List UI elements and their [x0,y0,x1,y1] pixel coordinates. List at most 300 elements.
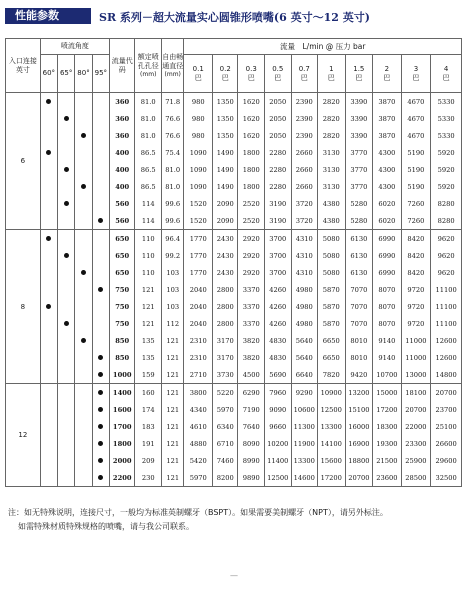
flow-cell: 1770 [184,230,213,248]
flow-cell: 980 [184,93,213,111]
flow-cell: 11900 [291,435,318,452]
table-row [6,452,462,469]
flow-cell: 5870 [318,315,346,332]
angle-cell [40,435,57,452]
flow-code-cell: 2000 [109,452,135,469]
flow-cell: 9890 [238,469,265,487]
flow-cell: 3820 [238,332,265,349]
passage-cell: 121 [162,452,184,469]
angle-cell [40,264,57,281]
pressure-unit: 巴 [383,73,391,82]
pressure-header [184,55,213,93]
flow-cell: 2040 [184,315,213,332]
orifice-cell: 230 [135,469,162,487]
flow-cell: 4380 [318,195,346,212]
table-row [6,264,462,281]
flow-cell: 3130 [318,161,346,178]
angle-cell [58,195,75,212]
inlet-size-cell: 6 [6,93,41,230]
angle-cell [40,298,57,315]
orifice-cell: 121 [135,281,162,298]
flow-cell: 4260 [265,315,292,332]
flow-cell: 3370 [238,315,265,332]
pressure-header [212,55,238,93]
flow-cell: 6990 [373,264,402,281]
angle-cell [75,469,92,487]
flow-cell: 980 [184,127,213,144]
flow-cell: 1350 [212,127,238,144]
angle-cell [40,144,57,161]
pressure-unit: 巴 [412,73,420,82]
flow-cell: 6340 [212,418,238,435]
flow-cell: 7640 [238,418,265,435]
flow-cell: 3870 [373,93,402,111]
flow-cell: 3130 [318,144,346,161]
flow-code-cell: 400 [109,161,135,178]
flow-cell: 5690 [265,366,292,384]
flow-cell: 26600 [431,435,462,452]
orifice-cell: 114 [135,195,162,212]
angle-marker-icon [98,372,103,377]
flow-cell: 9140 [373,332,402,349]
flow-cell: 5640 [291,332,318,349]
flow-cell: 11000 [401,332,431,349]
angle-cell [58,298,75,315]
table-row [6,161,462,178]
flow-cell: 2920 [238,247,265,264]
angle-marker-icon [81,338,86,343]
angle-marker-icon [98,475,103,480]
flow-cell: 7460 [212,452,238,469]
flow-code-cell: 360 [109,127,135,144]
flow-cell: 3870 [373,127,402,144]
pressure-header [318,55,346,93]
angle-cell [92,110,109,127]
flow-cell: 4310 [291,264,318,281]
angle-cell [75,281,92,298]
table-row [6,366,462,384]
flow-code-cell: 850 [109,332,135,349]
flow-cell: 21500 [373,452,402,469]
flow-cell: 25900 [401,452,431,469]
angle-cell [75,298,92,315]
flow-cell: 3800 [184,384,213,402]
flow-cell: 10600 [291,401,318,418]
angle-cell [75,384,92,402]
angle-cell [40,401,57,418]
angle-marker-icon [98,355,103,360]
flow-cell: 6020 [373,195,402,212]
angle-marker-icon [46,99,51,104]
flow-cell: 3390 [345,93,373,111]
pressure-header [345,55,373,93]
orifice-cell: 135 [135,332,162,349]
orifice-cell: 160 [135,384,162,402]
orifice-label: 额定喷孔孔径 [137,52,159,70]
angle-cell [58,384,75,402]
flow-cell: 3700 [265,247,292,264]
flow-cell: 19300 [373,435,402,452]
flow-cell: 9620 [431,247,462,264]
flow-cell: 2390 [291,127,318,144]
flow-cell: 3700 [265,230,292,248]
flow-code-cell: 1700 [109,418,135,435]
pressure-header [373,55,402,93]
flow-cell: 8420 [401,264,431,281]
flow-cell: 11100 [431,315,462,332]
table-row [6,384,462,402]
orifice-cell: 191 [135,435,162,452]
table-row [6,247,462,264]
flow-cell: 8090 [238,435,265,452]
flow-cell: 10700 [373,366,402,384]
angle-cell [40,110,57,127]
angle-cell [92,366,109,384]
flow-cell: 980 [184,110,213,127]
pressure-value: 0.1 [192,64,204,73]
orifice-unit: (mm) [140,70,157,78]
footnote-line-1: 注：如无特殊说明，连接尺寸，一般均为标准英制螺牙（BSPT）。如果需要美制螺牙（NPT），请另外标注。 [8,508,388,517]
flow-cell: 20700 [431,384,462,402]
table-row [6,127,462,144]
angle-cell [40,230,57,248]
flow-cell: 13300 [291,452,318,469]
angle-cell [75,349,92,366]
passage-cell: 99.2 [162,247,184,264]
flow-cell: 3390 [345,110,373,127]
flow-code-cell: 560 [109,212,135,230]
flow-cell: 3190 [265,195,292,212]
flow-cell: 3730 [212,366,238,384]
flow-cell: 25100 [431,418,462,435]
flow-cell: 1490 [212,144,238,161]
flow-cell: 4500 [238,366,265,384]
table-row [6,144,462,161]
flow-cell: 2800 [212,298,238,315]
table-row [6,298,462,315]
flow-cell: 5220 [212,384,238,402]
angle-cell [92,93,109,111]
orifice-cell: 81.0 [135,127,162,144]
flow-cell: 8070 [373,315,402,332]
flow-cell: 7820 [318,366,346,384]
header-flow-code: 流量代码 [109,39,135,93]
flow-cell: 6710 [212,435,238,452]
flow-cell: 15000 [373,384,402,402]
flow-cell: 4260 [265,298,292,315]
angle-cell [58,247,75,264]
passage-cell: 99.6 [162,195,184,212]
flow-cell: 4610 [184,418,213,435]
passage-unit: (mm) [164,70,181,78]
angle-cell [58,349,75,366]
pressure-header [265,55,292,93]
flow-cell: 29600 [431,452,462,469]
flow-cell: 1620 [238,93,265,111]
flow-cell: 5080 [318,230,346,248]
flow-cell: 1770 [184,247,213,264]
angle-cell [58,230,75,248]
angle-cell [92,161,109,178]
flow-cell: 2040 [184,298,213,315]
flow-cell: 3370 [238,281,265,298]
flow-cell: 6640 [291,366,318,384]
flow-cell: 2090 [212,212,238,230]
flow-cell: 5330 [431,110,462,127]
angle-cell [75,93,92,111]
passage-cell: 71.8 [162,93,184,111]
angle-cell [75,435,92,452]
angle-cell [92,178,109,195]
orifice-cell: 183 [135,418,162,435]
flow-code-cell: 2200 [109,469,135,487]
angle-cell [92,127,109,144]
passage-cell: 121 [162,418,184,435]
flow-cell: 5280 [345,195,373,212]
flow-cell: 5190 [401,144,431,161]
flow-code-cell: 650 [109,230,135,248]
flow-cell: 9620 [431,230,462,248]
angle-marker-icon [64,321,69,326]
angle-cell [58,401,75,418]
pressure-value: 1 [329,64,334,73]
table-row [6,212,462,230]
flow-cell: 32500 [431,469,462,487]
flow-cell: 2820 [318,93,346,111]
flow-code-cell: 400 [109,144,135,161]
angle-cell [40,93,57,111]
flow-cell: 4670 [401,110,431,127]
flow-cell: 16900 [345,435,373,452]
flow-cell: 1090 [184,144,213,161]
flow-cell: 5870 [318,281,346,298]
flow-cell: 9290 [291,384,318,402]
flow-cell: 4380 [318,212,346,230]
angle-marker-icon [64,167,69,172]
header-free-passage [162,39,184,93]
pressure-unit: 巴 [442,73,450,82]
flow-cell: 8070 [373,298,402,315]
angle-cell [75,247,92,264]
angle-cell [92,418,109,435]
passage-cell: 121 [162,366,184,384]
flow-cell: 1490 [212,161,238,178]
flow-cell: 10900 [318,384,346,402]
flow-cell: 3770 [345,144,373,161]
flow-cell: 2050 [265,127,292,144]
pressure-value: 4 [443,64,449,73]
inlet-size-cell: 8 [6,230,41,384]
flow-cell: 20700 [401,401,431,418]
header-orifice-diameter [135,39,162,93]
flow-cell: 8990 [238,452,265,469]
flow-cell: 6290 [238,384,265,402]
flow-cell: 11300 [291,418,318,435]
flow-cell: 9620 [431,264,462,281]
section-tab: 性能参数 [5,8,91,24]
flow-cell: 9660 [265,418,292,435]
pressure-value: 2 [384,64,390,73]
flow-cell: 3720 [291,212,318,230]
flow-cell: 12500 [265,469,292,487]
table-row [6,315,462,332]
angle-cell [58,469,75,487]
angle-marker-icon [46,236,51,241]
flow-cell: 2090 [212,195,238,212]
flow-code-cell: 560 [109,195,135,212]
pressure-value: 1.5 [353,64,365,73]
angle-cell [92,247,109,264]
angle-cell [92,315,109,332]
angle-cell [92,195,109,212]
angle-marker-icon [98,441,103,446]
flow-cell: 2050 [265,93,292,111]
flow-cell: 5920 [431,161,462,178]
angle-marker-icon [46,150,51,155]
angle-header: 60° [40,55,57,93]
angle-cell [58,127,75,144]
flow-cell: 3390 [345,127,373,144]
angle-cell [92,298,109,315]
flow-cell: 6990 [373,230,402,248]
angle-cell [40,384,57,402]
angle-marker-icon [98,218,103,223]
flow-cell: 4880 [184,435,213,452]
table-row [6,469,462,487]
flow-cell: 3770 [345,178,373,195]
flow-cell: 4980 [291,315,318,332]
angle-marker-icon [98,287,103,292]
flow-cell: 3700 [265,264,292,281]
flow-cell: 4830 [265,332,292,349]
flow-cell: 3170 [212,332,238,349]
flow-cell: 17200 [318,469,346,487]
flow-cell: 8010 [345,349,373,366]
angle-cell [92,264,109,281]
flow-cell: 7070 [345,281,373,298]
angle-cell [40,418,57,435]
angle-cell [92,452,109,469]
table-row [6,435,462,452]
passage-cell: 121 [162,332,184,349]
flow-cell: 20700 [345,469,373,487]
angle-cell [58,452,75,469]
flow-cell: 23600 [373,469,402,487]
flow-cell: 5190 [401,178,431,195]
orifice-cell: 86.5 [135,144,162,161]
passage-cell: 112 [162,315,184,332]
passage-cell: 81.0 [162,161,184,178]
flow-cell: 15600 [318,452,346,469]
angle-cell [75,212,92,230]
angle-marker-icon [81,133,86,138]
flow-cell: 2820 [318,110,346,127]
pressure-unit: 巴 [300,73,308,82]
angle-cell [40,452,57,469]
flow-cell: 12600 [431,349,462,366]
angle-marker-icon [98,407,103,412]
flow-cell: 8280 [431,212,462,230]
angle-cell [75,264,92,281]
flow-cell: 28500 [401,469,431,487]
pressure-value: 3 [413,64,419,73]
passage-cell: 76.6 [162,127,184,144]
angle-cell [40,332,57,349]
flow-cell: 18300 [373,418,402,435]
flow-code-cell: 400 [109,178,135,195]
flow-cell: 6130 [345,230,373,248]
flow-cell: 6650 [318,349,346,366]
flow-cell: 8200 [212,469,238,487]
angle-cell [58,93,75,111]
pressure-unit: 巴 [327,73,335,82]
angle-cell [92,401,109,418]
angle-marker-icon [46,304,51,309]
angle-cell [75,195,92,212]
flow-code-cell: 750 [109,315,135,332]
pressure-unit: 巴 [247,73,255,82]
flow-cell: 8280 [431,195,462,212]
pressure-value: 0.5 [272,64,284,73]
angle-cell [75,178,92,195]
flow-cell: 2920 [238,264,265,281]
angle-cell [58,110,75,127]
page-title: SR 系列－超大流量实心圆锥形喷嘴(6 英寸～12 英寸) [99,11,370,24]
angle-cell [92,349,109,366]
flow-cell: 1800 [238,144,265,161]
passage-cell: 103 [162,281,184,298]
flow-cell: 4980 [291,281,318,298]
pressure-unit: 巴 [221,73,229,82]
flow-cell: 7190 [238,401,265,418]
orifice-cell: 86.5 [135,161,162,178]
flow-cell: 6990 [373,247,402,264]
flow-cell: 1800 [238,161,265,178]
flow-cell: 5330 [431,127,462,144]
flow-cell: 2520 [238,195,265,212]
orifice-cell: 110 [135,230,162,248]
flow-cell: 6130 [345,264,373,281]
orifice-cell: 209 [135,452,162,469]
flow-cell: 2820 [318,127,346,144]
flow-cell: 12600 [431,332,462,349]
flow-cell: 6020 [373,212,402,230]
pressure-header [401,55,431,93]
orifice-cell: 121 [135,298,162,315]
orifice-cell: 110 [135,264,162,281]
angle-cell [58,315,75,332]
flow-cell: 13000 [401,366,431,384]
flow-code-cell: 360 [109,110,135,127]
angle-marker-icon [64,116,69,121]
angle-cell [40,366,57,384]
flow-cell: 4260 [265,281,292,298]
table-row [6,93,462,111]
flow-cell: 15100 [345,401,373,418]
flow-cell: 2280 [265,178,292,195]
flow-cell: 4670 [401,93,431,111]
angle-header: 80° [75,55,92,93]
passage-cell: 75.4 [162,144,184,161]
flow-cell: 3130 [318,178,346,195]
footnote-line-2: 如需特殊材质特殊规格的喷嘴，请与我公司联系。 [18,522,194,531]
passage-cell: 99.6 [162,212,184,230]
angle-cell [58,161,75,178]
flow-cell: 11000 [401,349,431,366]
flow-cell: 8010 [345,332,373,349]
inlet-size-cell: 12 [6,384,41,487]
table-row [6,195,462,212]
